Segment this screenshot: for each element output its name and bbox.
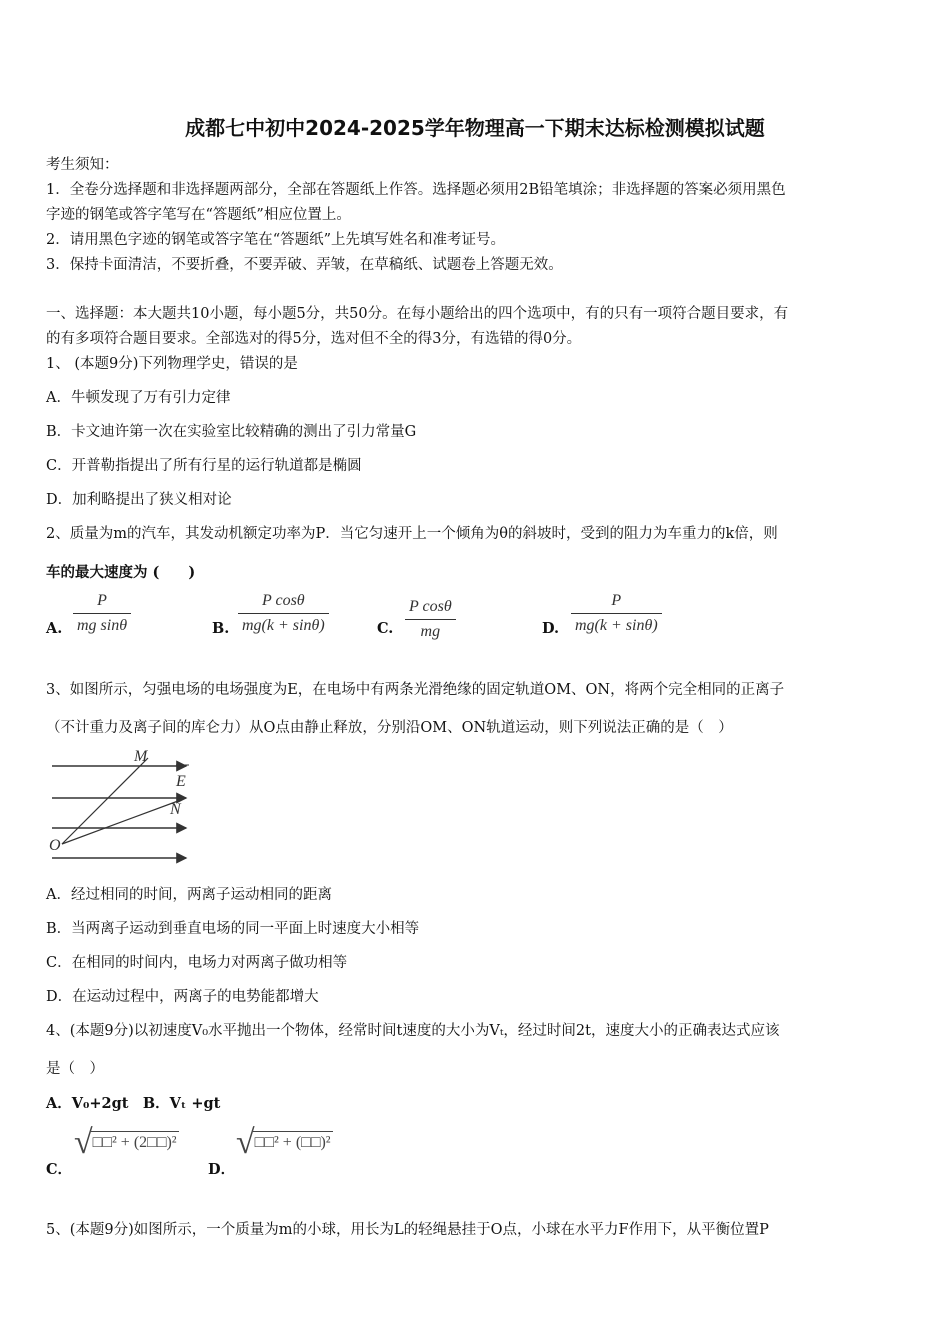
q4-option-d-label: D． <box>208 1161 236 1178</box>
q4-option-c-label: C． <box>46 1161 73 1178</box>
q2-option-d-label: D. <box>542 620 560 637</box>
label-o: O <box>49 837 61 854</box>
q5-stem: 5、(本题9分)如图所示，一个质量为m的小球，用长为L的轻绳悬挂于O点，小球在水平力F作用下，从平衡位置P <box>46 1222 769 1238</box>
fraction-numerator: P <box>611 592 622 609</box>
q2-stem: 2、质量为m的汽车，其发动机额定功率为P．当它匀速开上一个倾角为θ的斜坡时，受到的阻力为车重力的k倍，则 <box>46 526 778 542</box>
label-m: M <box>134 748 148 765</box>
notice-item: 1．全卷分选择题和非选择题两部分，全部在答题纸上作答。选择题必须用2B铅笔填涂；非选择题的答案必须用黑色 <box>46 182 786 198</box>
notice-item: 3．保持卡面清洁，不要折叠，不要弄破、弄皱，在草稿纸、试题卷上答题无效。 <box>46 257 563 273</box>
fraction-denominator: mg(k + sinθ) <box>571 613 662 635</box>
q2-option-c-formula <box>405 598 456 641</box>
q4-options-ab: A．V₀+2gt B．Vₜ +gt <box>46 1095 221 1112</box>
notice-heading: 考生须知： <box>46 157 119 173</box>
q4-option-c-formula <box>74 1124 179 1162</box>
q4-stem: 是（ ） <box>46 1061 104 1077</box>
q4-stem: 4、(本题9分)以初速度V₀水平抛出一个物体，经常时间t速度的大小为Vₜ，经过时间2t，速度大小的正确表达式应该 <box>46 1023 780 1039</box>
q1-option-c: C．开普勒指提出了所有行星的运行轨道都是椭圆 <box>46 458 362 474</box>
section-instructions: 的有多项符合题目要求。全部选对的得5分，选对但不全的得3分，有选错的得0分。 <box>46 331 582 347</box>
label-e: E <box>176 773 186 790</box>
q1-option-a: A．牛顿发现了万有引力定律 <box>46 390 231 406</box>
q1-option-d: D．加利略提出了狭义相对论 <box>46 492 232 508</box>
track-om <box>62 758 148 844</box>
q2-option-a-formula <box>73 592 131 635</box>
track-on <box>62 801 178 844</box>
q2-option-a-label: A. <box>46 620 63 637</box>
fraction-numerator: P cosθ <box>409 598 452 615</box>
fraction-denominator: mg(k + sinθ) <box>238 613 329 635</box>
q2-option-b-label: B. <box>212 620 230 637</box>
q2-option-d-formula <box>571 592 662 635</box>
page-title: 成都七中初中2024-2025学年物理高一下期末达标检测模拟试题 <box>185 116 765 140</box>
sqrt-icon: √ <box>236 1124 255 1161</box>
q4-option-d-formula <box>236 1124 333 1162</box>
q3-option-a: A．经过相同的时间，两离子运动相同的距离 <box>46 887 332 903</box>
q3-stem: 3、如图所示，匀强电场的电场强度为E，在电场中有两条光滑绝缘的固定轨道OM、ON，将两个完全相同的正离子 <box>46 682 785 698</box>
q2-option-b-formula <box>238 592 329 635</box>
electric-field-diagram <box>46 744 196 869</box>
fraction-numerator: P <box>97 592 107 609</box>
fraction-denominator: mg <box>405 619 456 641</box>
radicand: □□² + (2□□)² <box>91 1131 179 1152</box>
sqrt-icon: √ <box>74 1124 93 1161</box>
q3-option-c: C．在相同的时间内，电场力对两离子做功相等 <box>46 955 348 971</box>
q1-stem: 1、 (本题9分)下列物理学史，错误的是 <box>46 356 298 372</box>
fraction-denominator: mg sinθ <box>73 613 131 635</box>
q3-option-d: D．在运动过程中，两离子的电势能都增大 <box>46 989 319 1005</box>
notice-item: 字迹的钢笔或答字笔写在“答题纸”相应位置上。 <box>46 207 351 223</box>
q3-option-b: B．当两离子运动到垂直电场的同一平面上时速度大小相等 <box>46 921 420 937</box>
label-n: N <box>170 801 181 818</box>
q3-stem: （不计重力及离子间的库仑力）从O点由静止释放，分别沿OM、ON轨道运动，则下列说法正确的是（ ） <box>46 720 733 736</box>
fraction-numerator: P cosθ <box>261 592 305 609</box>
q2-stem: 车的最大速度为 ( ) <box>46 564 196 581</box>
radicand: □□² + (□□)² <box>253 1131 333 1152</box>
section-instructions: 一、选择题：本大题共10小题，每小题5分，共50分。在每小题给出的四个选项中，有的只有一项符合题目要求，有 <box>46 306 789 322</box>
q1-option-b: B．卡文迪许第一次在实验室比较精确的测出了引力常量G <box>46 424 417 440</box>
notice-item: 2．请用黑色字迹的钢笔或答字笔在“答题纸”上先填写姓名和准考证号。 <box>46 232 506 248</box>
q2-option-c-label: C. <box>377 620 394 637</box>
